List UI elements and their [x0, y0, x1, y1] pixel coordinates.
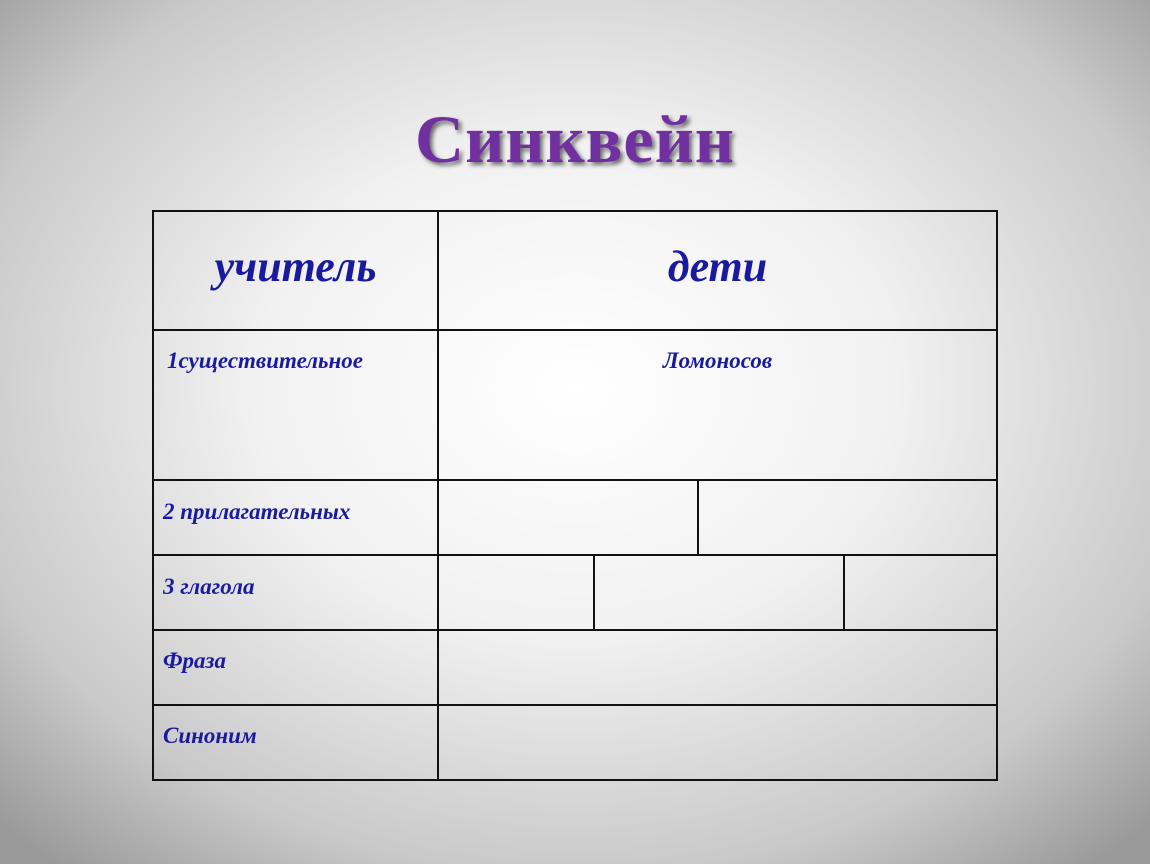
verb-cell-3[interactable]	[844, 555, 997, 630]
header-children: дети	[667, 242, 768, 291]
row-label-synonym: Синоним	[163, 723, 257, 748]
row-label-phrase: Фраза	[163, 648, 227, 673]
adjective-cell-1[interactable]	[438, 480, 698, 555]
verb-cell-2[interactable]	[594, 555, 844, 630]
synonym-value-cell[interactable]	[438, 705, 997, 780]
verb-cell-1[interactable]	[438, 555, 594, 630]
row-label-verbs: 3 глагола	[163, 574, 255, 599]
adjective-cell-2[interactable]	[698, 480, 997, 555]
row-label-adjectives: 2 прилагательных	[163, 499, 351, 524]
header-teacher: учитель	[214, 242, 377, 291]
noun-value: Ломоносов	[662, 348, 773, 373]
row-label-noun: 1существительное	[167, 348, 364, 373]
phrase-value-cell[interactable]	[438, 630, 997, 705]
slide-title: Синквейн	[415, 101, 735, 177]
